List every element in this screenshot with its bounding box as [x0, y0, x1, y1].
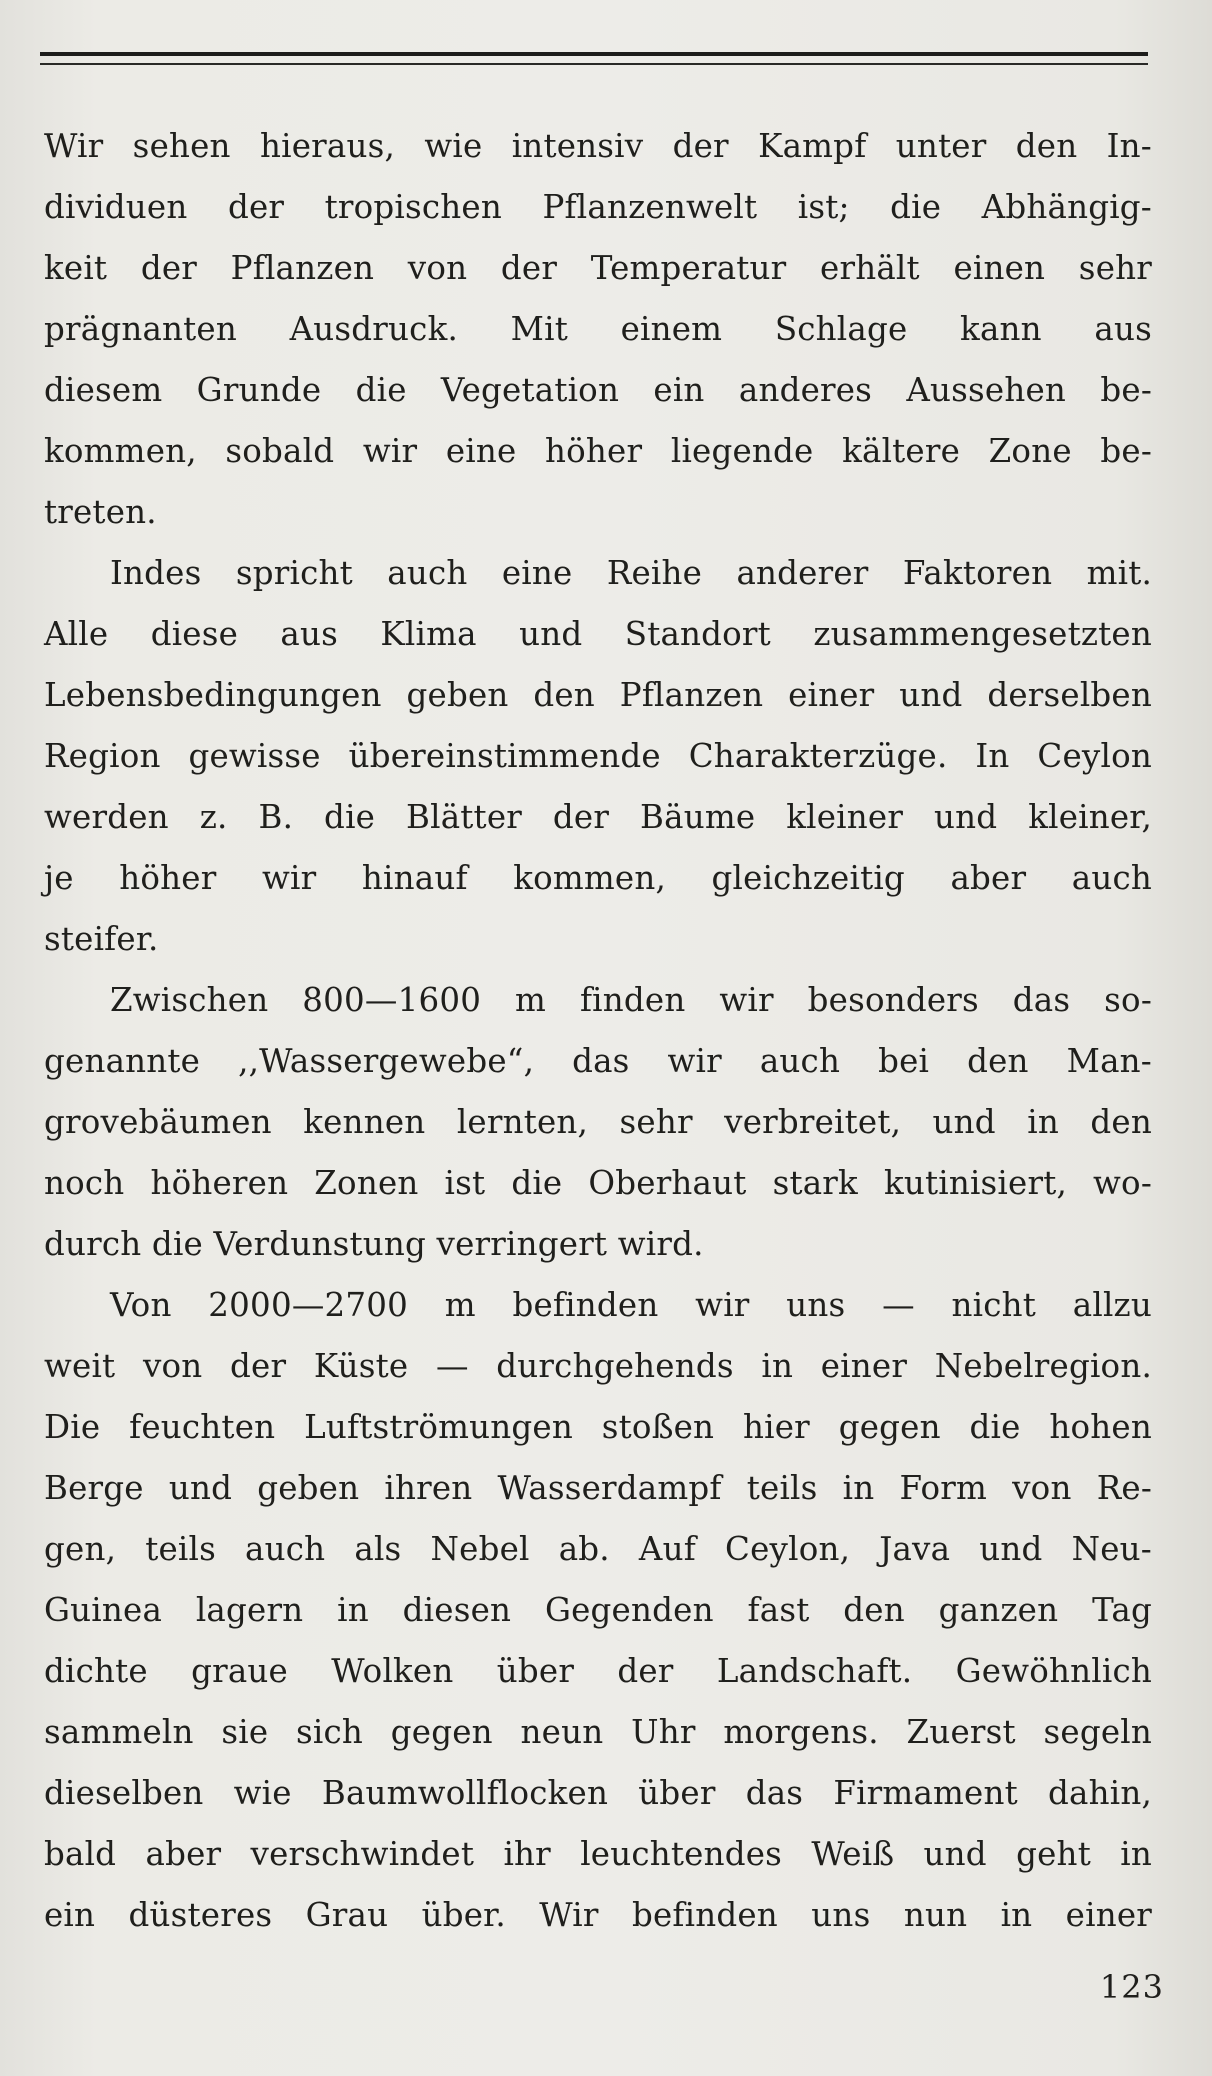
text-line: Lebensbedingungen geben den Pflanzen einer und derselben	[44, 676, 1152, 714]
text-line: sammeln sie sich gegen neun Uhr morgens. Zuerst segeln	[44, 1713, 1152, 1751]
text-line: bald aber verschwindet ihr leuchtendes Weiß und geht in	[44, 1835, 1152, 1873]
text-line: diesem Grunde die Vegetation ein anderes Aussehen be-	[44, 371, 1152, 409]
text-line: gen, teils auch als Nebel ab. Auf Ceylon, Java und Neu-	[44, 1530, 1152, 1568]
header-rule-thick	[40, 52, 1148, 56]
text-line: genannte ,,Wassergewebe“, das wir auch bei den Man-	[44, 1042, 1152, 1080]
text-line: steifer.	[44, 920, 159, 958]
text-line: dieselben wie Baumwollflocken über das Firmament dahin,	[44, 1774, 1152, 1812]
text-line: dichte graue Wolken über der Landschaft. Gewöhnlich	[44, 1652, 1152, 1690]
text-line: Die feuchten Luftströmungen stoßen hier gegen die hohen	[44, 1408, 1152, 1446]
text-line: Region gewisse übereinstimmende Charakterzüge. In Ceylon	[44, 737, 1152, 775]
paragraph-first-line: Zwischen 800—1600 m finden wir besonders das so-	[110, 981, 1152, 1019]
text-line: je höher wir hinauf kommen, gleichzeitig aber auch	[44, 859, 1152, 897]
text-line: Guinea lagern in diesen Gegenden fast den ganzen Tag	[44, 1591, 1152, 1629]
text-line: weit von der Küste — durchgehends in einer Nebelregion.	[44, 1347, 1152, 1385]
text-line: dividuen der tropischen Pflanzenwelt ist; die Abhängig-	[44, 188, 1152, 226]
text-line: kommen, sobald wir eine höher liegende kältere Zone be-	[44, 432, 1152, 470]
body-text	[44, 116, 1152, 1946]
text-line: ein düsteres Grau über. Wir befinden uns nun in einer	[44, 1896, 1152, 1934]
header-rule-thin	[40, 63, 1148, 65]
paragraph-first-line: Indes spricht auch eine Reihe anderer Faktoren mit.	[110, 554, 1152, 592]
text-line: noch höheren Zonen ist die Oberhaut stark kutinisiert, wo-	[44, 1164, 1152, 1202]
paragraph-first-line: Von 2000—2700 m befinden wir uns — nicht allzu	[110, 1286, 1152, 1324]
text-line: werden z. B. die Blätter der Bäume kleiner und kleiner,	[44, 798, 1152, 836]
text-line: grovebäumen kennen lernten, sehr verbreitet, und in den	[44, 1103, 1152, 1141]
text-line: durch die Verdunstung verringert wird.	[44, 1225, 704, 1263]
text-line: prägnanten Ausdruck. Mit einem Schlage kann aus	[44, 310, 1152, 348]
text-line: treten.	[44, 493, 157, 531]
page-number: 123	[1099, 1968, 1164, 2006]
text-line: Alle diese aus Klima und Standort zusammengesetzten	[44, 615, 1152, 653]
text-line: Berge und geben ihren Wasserdampf teils in Form von Re-	[44, 1469, 1152, 1507]
text-line: keit der Pflanzen von der Temperatur erhält einen sehr	[44, 249, 1152, 287]
text-line: Wir sehen hieraus, wie intensiv der Kampf unter den In-	[44, 127, 1152, 165]
